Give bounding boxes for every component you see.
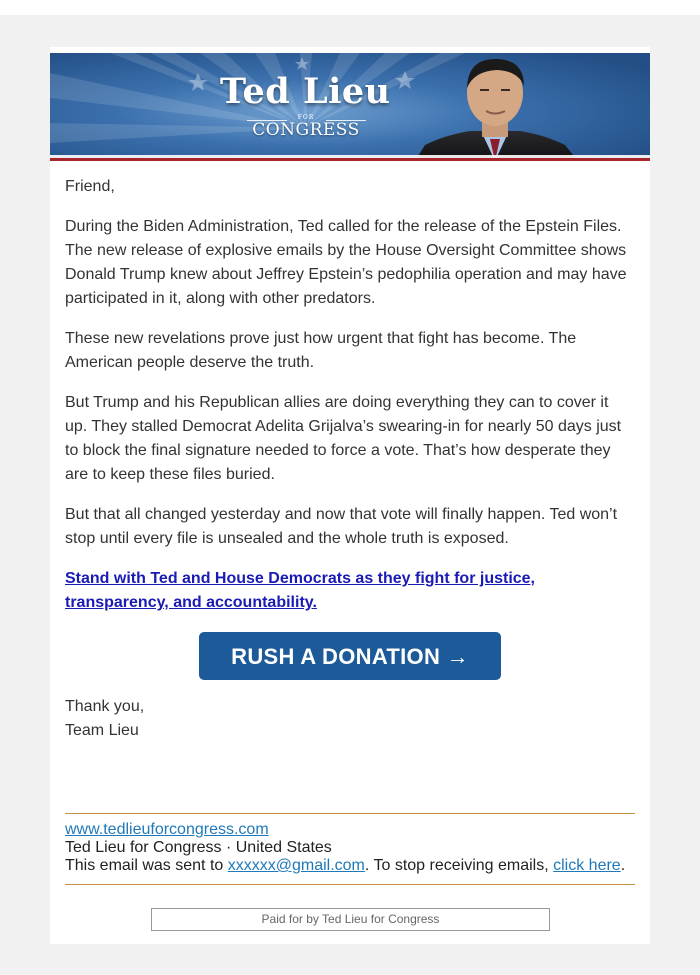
- header-banner: [50, 53, 650, 161]
- body-paragraph: These new revelations prove just how urgent that fight has become. The American people deserve the truth.: [65, 330, 577, 371]
- donate-button[interactable]: RUSH A DONATION →: [199, 632, 501, 680]
- banner-for: FOR: [297, 114, 315, 121]
- body-paragraph: But Trump and his Republican allies are doing everything they can to cover it up. They stalled Democrat Adelita Grijalva’s swearing-in for nearly 50 days just to block the final signature needed to force a vote. That’s how desperate they are to keep these files buried.: [65, 394, 622, 483]
- footer-divider-bottom: [65, 884, 635, 885]
- footer-divider-top: [65, 813, 635, 814]
- top-strip: [0, 0, 700, 15]
- sent-to-prefix: This email was sent to: [65, 857, 228, 874]
- stop-prefix: . To stop receiving emails,: [364, 857, 554, 874]
- greeting: Friend,: [65, 178, 115, 195]
- signoff: [65, 695, 144, 743]
- sentence-end: .: [620, 857, 626, 874]
- signoff-team: Team Lieu: [65, 722, 139, 739]
- recipient-email-link[interactable]: xxxxxx@gmail.com: [227, 857, 365, 874]
- signoff-thanks: Thank you,: [65, 698, 145, 715]
- email-body: [65, 175, 635, 631]
- website-link[interactable]: www.tedlieuforcongress.com: [65, 821, 269, 838]
- cta-link[interactable]: Stand with Ted and House Democrats as they fight for justice, transparency, and accountability.: [65, 570, 535, 611]
- body-paragraph: But that all changed yesterday and now that vote will finally happen. Ted won’t stop until every file is unsealed and the whole truth is exposed.: [65, 506, 618, 547]
- banner-subtitle: CONGRESS: [252, 120, 360, 140]
- banner-title: Ted Lieu: [220, 71, 391, 112]
- cta-paragraph: [65, 567, 635, 615]
- email-card: [50, 47, 650, 944]
- org-line: Ted Lieu for Congress · United States: [65, 839, 332, 856]
- body-paragraph: During the Biden Administration, Ted called for the release of the Epstein Files. The new release of explosive emails by the House Oversight Committee shows Donald Trump knew about Jeffrey Epstein’s pedophilia operation and may have participated in it, along with other predators.: [65, 218, 627, 307]
- sent-to-line: [65, 857, 640, 875]
- footer: [65, 821, 640, 875]
- donate-container: [199, 632, 501, 680]
- unsubscribe-link[interactable]: click here: [553, 857, 621, 874]
- paid-for-disclaimer: Paid for by Ted Lieu for Congress: [151, 908, 550, 931]
